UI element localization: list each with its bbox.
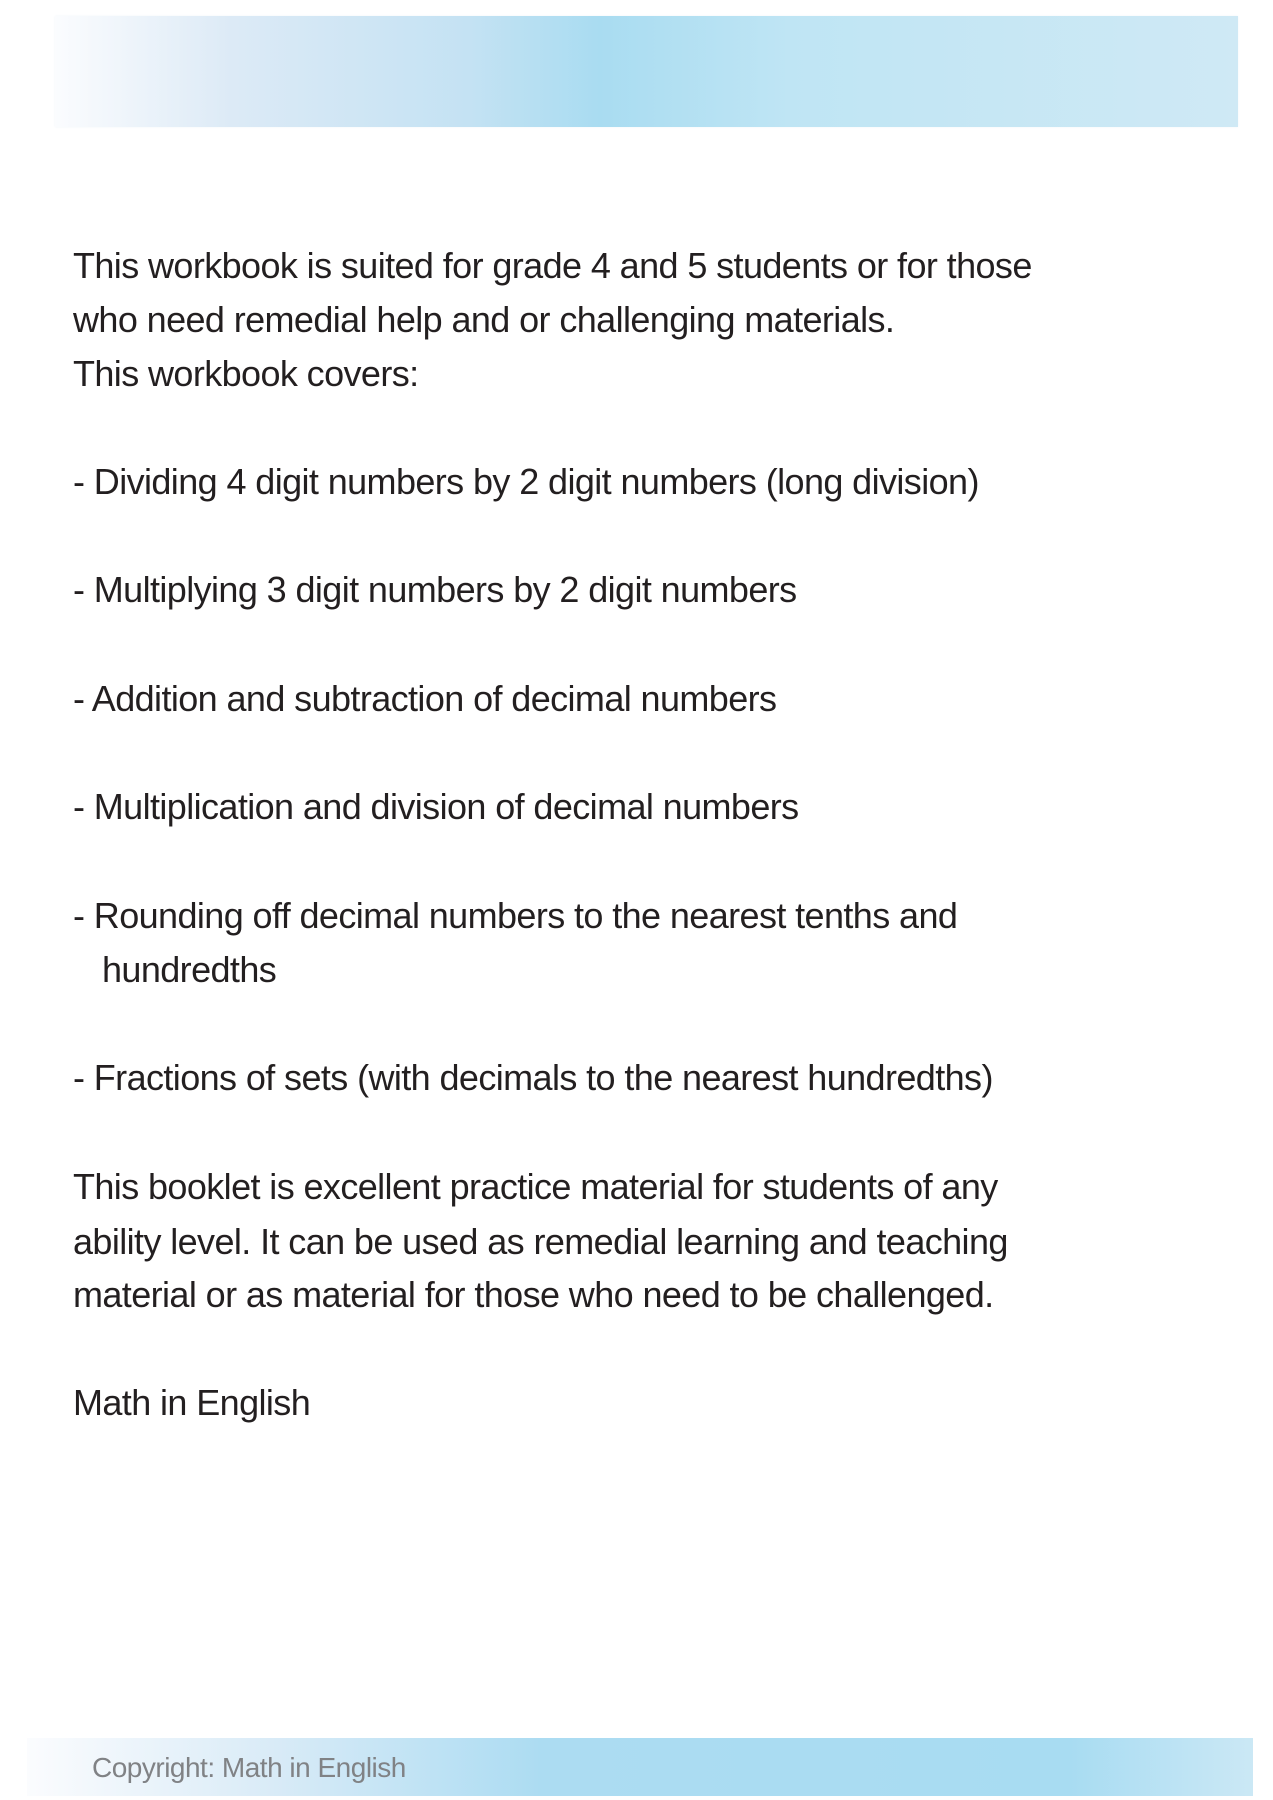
intro-line: who need remedial help and or challenging materials. — [73, 299, 895, 340]
closing-line: This booklet is excellent practice material for students of any — [73, 1166, 998, 1207]
closing-line: material or as material for those who need to be challenged. — [73, 1274, 994, 1315]
topic-item-continuation: hundredths — [102, 949, 277, 990]
closing-line: ability level. It can be used as remedial learning and teaching — [73, 1221, 1008, 1262]
topic-item: - Fractions of sets (with decimals to the nearest hundredths) — [73, 1057, 993, 1098]
topic-item: - Dividing 4 digit numbers by 2 digit numbers (long division) — [73, 461, 979, 502]
topic-item: - Multiplying 3 digit numbers by 2 digit numbers — [73, 569, 797, 610]
intro-line: This workbook covers: — [73, 353, 419, 394]
topic-item: - Multiplication and division of decimal numbers — [73, 786, 799, 827]
signature: Math in English — [73, 1382, 311, 1423]
topic-item: - Rounding off decimal numbers to the nearest tenths and — [73, 895, 958, 936]
intro-line: This workbook is suited for grade 4 and 5 students or for those — [73, 245, 1032, 286]
copyright-text: Copyright: Math in English — [92, 1752, 406, 1783]
header-banner — [55, 16, 1238, 127]
topic-item: - Addition and subtraction of decimal numbers — [73, 678, 777, 719]
